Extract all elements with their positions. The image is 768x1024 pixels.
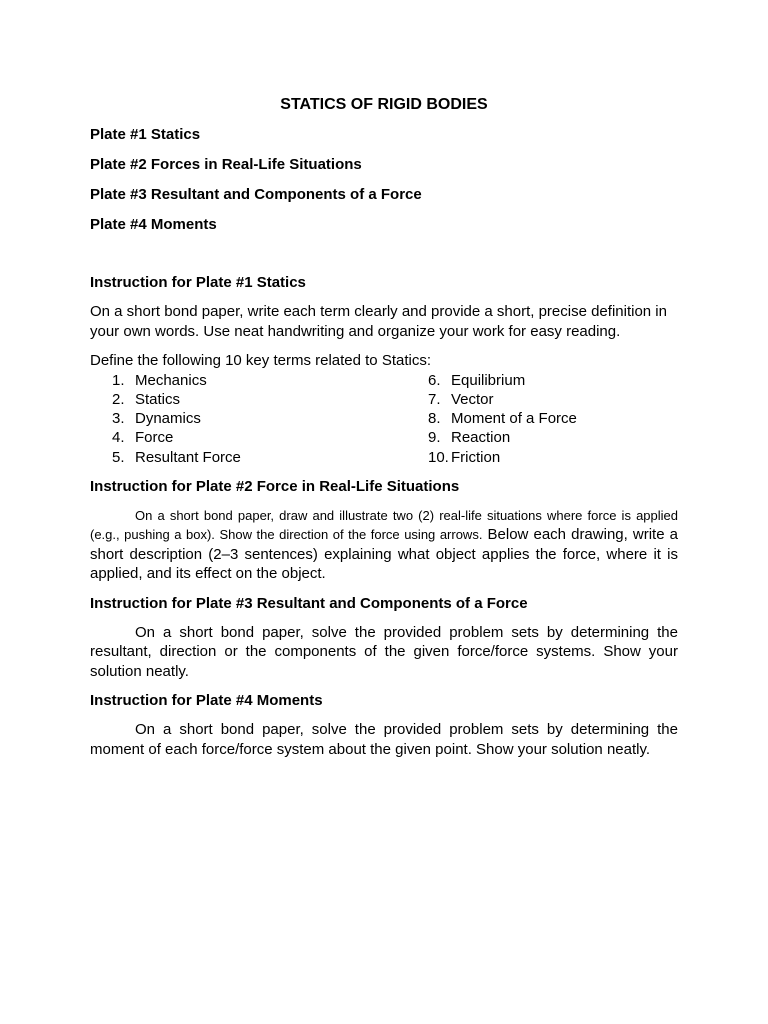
plate4-heading: Instruction for Plate #4 Moments (90, 692, 323, 710)
term-item (90, 428, 406, 447)
plate2-paragraph-part1: On a short bond paper, draw and illustrate two (2) real-life situations where force is applied (e.g., pushing a box). Show the direction of the force using arrows. (90, 507, 678, 543)
term-number: 1. (112, 371, 125, 389)
term-label: Friction (451, 448, 501, 466)
term-item (406, 371, 678, 390)
term-item (406, 448, 678, 467)
term-label: Moment of a Force (451, 410, 577, 428)
document-content (90, 95, 678, 769)
term-label: Reaction (451, 429, 511, 447)
term-number: 7. (428, 390, 441, 408)
terms-left-column (90, 371, 406, 467)
plate-item-1: Plate #1 Statics (90, 126, 201, 143)
term-number: 10. (428, 448, 449, 466)
terms-list (90, 371, 678, 467)
term-number: 9. (428, 429, 441, 447)
term-label: Mechanics (135, 371, 207, 389)
plate4-paragraph: On a short bond paper, solve the provided problem sets by determining the moment of each force/force system about the given point. Show your solution neatly. (90, 721, 678, 758)
plate2-heading: Instruction for Plate #2 Force in Real-Life Situations (90, 477, 460, 495)
plate2-paragraph (90, 506, 678, 584)
plate-item-4: Plate #4 Moments (90, 216, 217, 233)
plate1-paragraph: On a short bond paper, write each term clearly and provide a short, precise definition in your own words. Use neat handwriting and organize your work for easy reading. (90, 303, 667, 340)
term-label: Equilibrium (451, 371, 526, 389)
plate1-define-line: Define the following 10 key terms related to Statics: (90, 352, 432, 369)
term-label: Vector (451, 390, 494, 408)
plate2-paragraph-part2: Below each drawing, write a short description (2–3 sentences) explaining what object applies the force, where it is applied, and its effect on the object. (90, 526, 678, 583)
plate1-heading: Instruction for Plate #1 Statics (90, 274, 306, 291)
term-item (90, 371, 406, 390)
term-number: 6. (428, 371, 441, 389)
terms-right-column (406, 371, 678, 467)
term-label: Resultant Force (135, 448, 241, 466)
plate-list (90, 125, 678, 234)
term-item (90, 409, 406, 428)
term-number: 5. (112, 448, 125, 466)
term-item (90, 448, 406, 467)
term-label: Force (135, 429, 174, 447)
term-item (406, 390, 678, 409)
term-item (406, 428, 678, 447)
term-label: Statics (135, 390, 181, 408)
term-label: Dynamics (135, 410, 201, 428)
term-number: 2. (112, 390, 125, 408)
term-item (90, 390, 406, 409)
plate-item-2: Plate #2 Forces in Real-Life Situations (90, 156, 362, 173)
term-number: 3. (112, 410, 125, 428)
plate3-paragraph: On a short bond paper, solve the provided problem sets by determining the resultant, direction or the components of the given force/force systems. Show your solution neatly. (90, 623, 678, 680)
plate-item-3: Plate #3 Resultant and Components of a Force (90, 186, 422, 203)
term-number: 8. (428, 410, 441, 428)
plate3-heading: Instruction for Plate #3 Resultant and Components of a Force (90, 594, 528, 612)
term-item (406, 409, 678, 428)
term-number: 4. (112, 429, 125, 447)
document-title: STATICS OF RIGID BODIES (280, 96, 488, 113)
